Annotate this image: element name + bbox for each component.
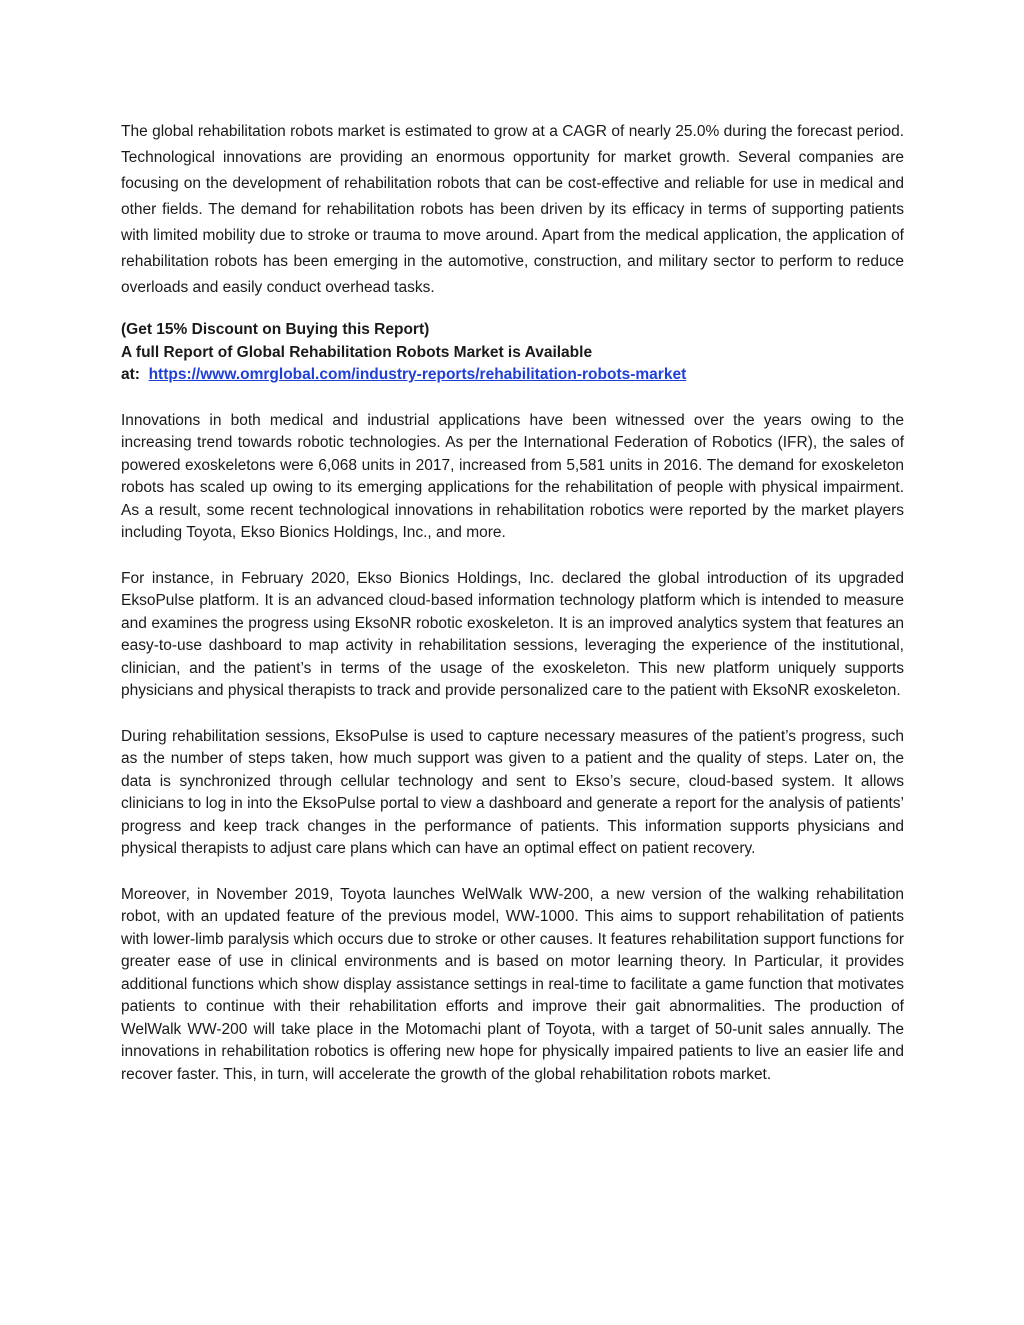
paragraph-spacer (121, 387, 904, 410)
paragraph-toyota-welwalk: Moreover, in November 2019, Toyota launches WelWalk WW-200, a new version of the walking rehabilitation robot, with an updated feature of the previous model, WW-1000. This aims to support rehabilitation of patients with lower-limb paralysis which occurs due to stroke or other causes. It features rehabilitation support functions for greater ease of use in clinical environments and is based on motor learning theory. In Particular, it provides additional functions which show display assistance settings in real-time to facilitate a game function that motivates patients to continue with their rehabilitation efforts and improve their gait abnormalities. The production of WelWalk WW-200 will take place in the Motomachi plant of Toyota, with a target of 50-unit sales annually. The innovations in rehabilitation robotics is offering new hope for physically impaired patients to live an easier life and recover faster. This, in turn, will accelerate the growth of the global rehabilitation robots market. (121, 885, 904, 1083)
paragraph-spacer (121, 703, 904, 726)
paragraph-spacer (121, 545, 904, 568)
promo-block (121, 319, 904, 387)
paragraph-eksopulse: During rehabilitation sessions, EksoPulse is used to capture necessary measures of the patient’s progress, such as the number of steps taken, how much support was given to a patient and the quality of steps. Later on, the data is synchronized through cellular technology and sent to Ekso’s secure, cloud-based system. It allows clinicians to log in into the EksoPulse portal to view a dashboard and generate a report for the analysis of patients’ progress and keep track changes in the performance of patients. This information supports physicians and physical therapists to adjust care plans which can have an optimal effect on patient recovery. (121, 727, 904, 857)
at-label: at: (121, 366, 140, 383)
paragraph-innovations: Innovations in both medical and industrial applications have been witnessed over the years owing to the increasing trend towards robotic technologies. As per the International Federation of Robotics (IFR), the sales of powered exoskeletons were 6,068 units in 2017, increased from 5,581 units in 2016. The demand for exoskeleton robots has scaled up owing to its emerging applications for the rehabilitation of people with physical impairment. As a result, some recent technological innovations in rehabilitation robotics were reported by the market players including Toyota, Ekso Bionics Holdings, Inc., and more. (121, 411, 904, 541)
discount-line: (Get 15% Discount on Buying this Report) (121, 321, 430, 338)
paragraph-spacer (121, 301, 904, 319)
document-page (121, 119, 904, 1086)
paragraph-market-overview: The global rehabilitation robots market is estimated to grow at a CAGR of nearly 25.0% during the forecast period. Technological innovations are providing an enormous opportunity for market growth. Several companies are focusing on the development of rehabilitation robots that can be cost-effective and reliable for use in medical and other fields. The demand for rehabilitation robots has been driven by its efficacy in terms of supporting patients with limited mobility due to stroke or trauma to move around. Apart from the medical application, the application of rehabilitation robots has been emerging in the automotive, construction, and military sector to perform to reduce overloads and easily conduct overhead tasks. (121, 123, 904, 296)
paragraph-spacer (121, 861, 904, 884)
report-link[interactable]: https://www.omrglobal.com/industry-reports/rehabilitation-robots-market (148, 366, 687, 383)
report-link-line (121, 364, 904, 387)
report-availability-line: A full Report of Global Rehabilitation Robots Market is Available (121, 343, 593, 361)
paragraph-ekso-example: For instance, in February 2020, Ekso Bionics Holdings, Inc. declared the global introduction of its upgraded EksoPulse platform. It is an advanced cloud-based information technology platform which is intended to measure and examines the progress using EksoNR robotic exoskeleton. It is an improved analytics system that features an easy-to-use dashboard to map activity in rehabilitation sessions, leveraging the experience of the institutional, clinician, and the patient’s in terms of the usage of the exoskeleton. This new platform uniquely supports physicians and physical therapists to track and provide personalized care to the patient with EksoNR exoskeleton. (121, 569, 904, 699)
